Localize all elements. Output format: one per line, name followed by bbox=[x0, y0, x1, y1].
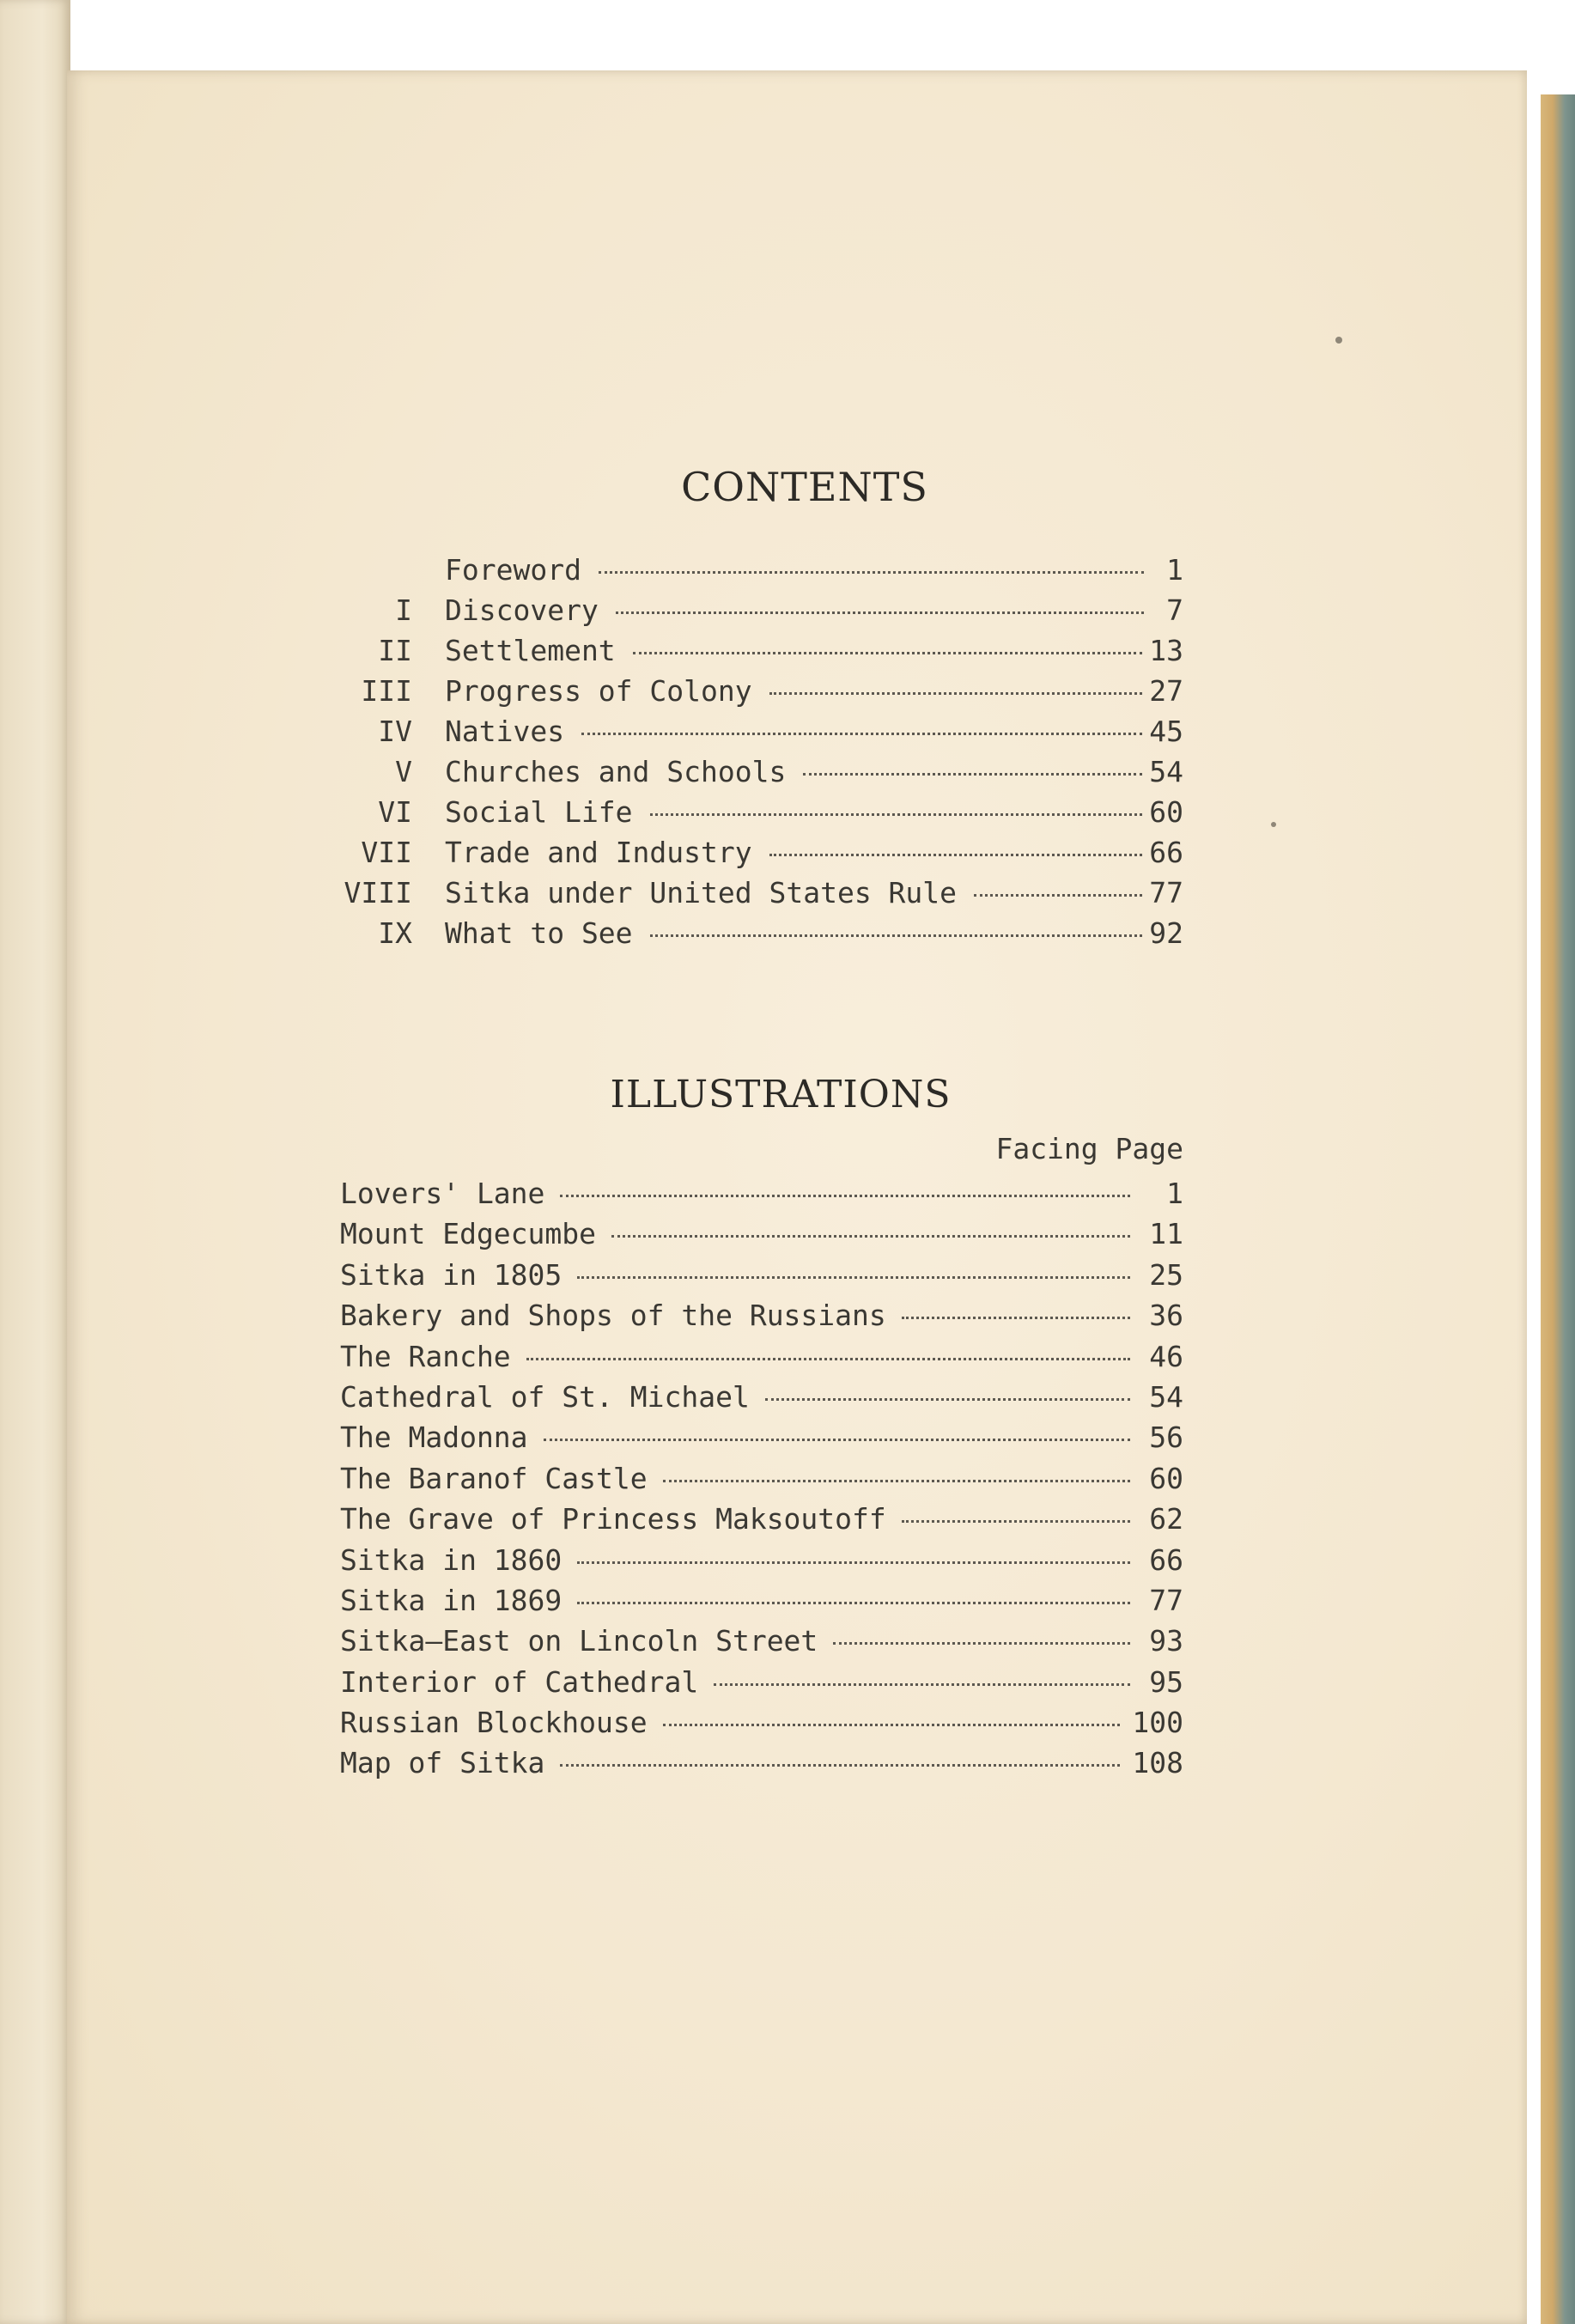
illustration-title: Sitka in 1805 bbox=[340, 1257, 562, 1292]
chapter-numeral: V bbox=[395, 755, 412, 788]
chapter-numeral: VIII bbox=[344, 876, 412, 910]
page-number: 54 bbox=[1149, 1379, 1183, 1414]
contents-entry-discovery bbox=[326, 593, 1183, 634]
page-number: 108 bbox=[1132, 1746, 1183, 1780]
page-number: 46 bbox=[1149, 1339, 1183, 1373]
chapter-numeral: II bbox=[378, 634, 412, 667]
illustration-title: Sitka in 1860 bbox=[340, 1542, 562, 1577]
illustration-entry bbox=[340, 1177, 1183, 1217]
dot-leader bbox=[577, 1561, 1130, 1564]
dot-leader bbox=[902, 1520, 1130, 1523]
page-number: 66 bbox=[1149, 1542, 1183, 1577]
facing-page-label: Facing Page bbox=[995, 1132, 1183, 1165]
page-number: 95 bbox=[1149, 1664, 1183, 1699]
illustration-entry bbox=[340, 1421, 1183, 1461]
chapter-title: Foreword bbox=[445, 553, 581, 587]
chapter-numeral: IX bbox=[378, 916, 412, 950]
page-number: 36 bbox=[1149, 1299, 1183, 1333]
page-number: 25 bbox=[1149, 1257, 1183, 1292]
page-number: 11 bbox=[1149, 1217, 1183, 1251]
page-number: 93 bbox=[1149, 1624, 1183, 1658]
page-number: 62 bbox=[1149, 1502, 1183, 1536]
page-number: 7 bbox=[1166, 593, 1183, 627]
contents-entry-progress-of-colony bbox=[326, 674, 1183, 715]
dot-leader bbox=[560, 1195, 1130, 1197]
page-number: 1 bbox=[1166, 553, 1183, 587]
illustration-entry bbox=[340, 1340, 1183, 1380]
illustration-entry bbox=[340, 1462, 1183, 1502]
dot-leader bbox=[577, 1276, 1130, 1279]
chapter-title: Trade and Industry bbox=[445, 836, 752, 869]
contents-entry-sitka-under-us-rule bbox=[326, 876, 1183, 916]
illustration-entry bbox=[340, 1258, 1183, 1299]
dot-leader bbox=[663, 1724, 1121, 1726]
dot-leader bbox=[611, 1235, 1130, 1238]
chapter-title: Churches and Schools bbox=[445, 755, 787, 788]
illustration-title: Sitka—East on Lincoln Street bbox=[340, 1624, 818, 1658]
page-number: 27 bbox=[1149, 674, 1183, 708]
illustration-entry bbox=[340, 1746, 1183, 1786]
illustration-entry bbox=[340, 1217, 1183, 1257]
page-number: 60 bbox=[1149, 1461, 1183, 1495]
contents-entry-what-to-see bbox=[326, 916, 1183, 957]
dot-leader bbox=[544, 1439, 1130, 1441]
illustrations-heading: ILLUSTRATIONS bbox=[610, 1073, 952, 1116]
dot-leader bbox=[974, 894, 1142, 897]
chapter-title: Natives bbox=[445, 715, 565, 748]
chapter-numeral: III bbox=[361, 674, 412, 708]
dot-leader bbox=[769, 692, 1143, 695]
paper-speck bbox=[1271, 822, 1276, 827]
page-number: 60 bbox=[1149, 795, 1183, 829]
dot-leader bbox=[714, 1683, 1130, 1686]
illustration-entry bbox=[340, 1380, 1183, 1421]
book-cover-edge bbox=[1541, 94, 1575, 2324]
chapter-numeral: IV bbox=[378, 715, 412, 748]
page-number: 77 bbox=[1149, 1583, 1183, 1617]
illustration-title: Cathedral of St. Michael bbox=[340, 1379, 750, 1414]
illustration-title: Map of Sitka bbox=[340, 1746, 545, 1780]
illustration-title: Mount Edgecumbe bbox=[340, 1217, 597, 1251]
dot-leader bbox=[599, 571, 1144, 574]
chapter-numeral: I bbox=[395, 593, 412, 627]
dot-leader bbox=[650, 934, 1143, 937]
contents-entry-natives bbox=[326, 715, 1183, 755]
page-number: 100 bbox=[1132, 1706, 1183, 1740]
illustration-title: Bakery and Shops of the Russians bbox=[340, 1299, 886, 1333]
illustration-entry bbox=[340, 1543, 1183, 1584]
dot-leader bbox=[833, 1642, 1130, 1645]
page-number: 13 bbox=[1149, 634, 1183, 667]
paper-speck bbox=[1335, 337, 1342, 344]
dot-leader bbox=[633, 652, 1143, 654]
left-facing-page bbox=[0, 0, 70, 2324]
contents-entry-settlement bbox=[326, 634, 1183, 674]
contents-entry-social-life bbox=[326, 795, 1183, 836]
dot-leader bbox=[560, 1764, 1120, 1767]
illustration-entry bbox=[340, 1502, 1183, 1542]
illustration-title: Russian Blockhouse bbox=[340, 1706, 648, 1740]
page-number: 45 bbox=[1149, 715, 1183, 748]
illustration-title: The Ranche bbox=[340, 1339, 511, 1373]
illustration-entry bbox=[340, 1624, 1183, 1664]
chapter-title: Social Life bbox=[445, 795, 633, 829]
dot-leader bbox=[902, 1317, 1130, 1319]
dot-leader bbox=[650, 813, 1143, 816]
illustration-title: The Grave of Princess Maksoutoff bbox=[340, 1502, 886, 1536]
illustration-title: Lovers' Lane bbox=[340, 1177, 545, 1210]
dot-leader bbox=[616, 611, 1144, 614]
contents-entry-churches-and-schools bbox=[326, 755, 1183, 795]
chapter-numeral: VII bbox=[361, 836, 412, 869]
page-number: 54 bbox=[1149, 755, 1183, 788]
illustration-title: Interior of Cathedral bbox=[340, 1664, 699, 1699]
dot-leader bbox=[769, 854, 1143, 856]
dot-leader bbox=[803, 773, 1142, 776]
dot-leader bbox=[577, 1602, 1130, 1604]
illustration-entry bbox=[340, 1665, 1183, 1706]
illustration-title: Sitka in 1869 bbox=[340, 1583, 562, 1617]
illustration-entry bbox=[340, 1299, 1183, 1339]
illustrations-list bbox=[340, 1177, 1183, 1787]
chapter-title: What to See bbox=[445, 916, 633, 950]
chapter-title: Discovery bbox=[445, 593, 599, 627]
chapter-title: Sitka under United States Rule bbox=[445, 876, 958, 910]
dot-leader bbox=[581, 733, 1142, 735]
dot-leader bbox=[765, 1398, 1130, 1401]
illustration-title: The Baranof Castle bbox=[340, 1461, 648, 1495]
chapter-numeral: VI bbox=[378, 795, 412, 829]
page-number: 56 bbox=[1149, 1421, 1183, 1455]
illustration-title: The Madonna bbox=[340, 1421, 528, 1455]
page-number: 77 bbox=[1149, 876, 1183, 910]
page-number: 66 bbox=[1149, 836, 1183, 869]
page-number: 1 bbox=[1166, 1177, 1183, 1210]
dot-leader bbox=[526, 1358, 1130, 1360]
dot-leader bbox=[663, 1480, 1130, 1482]
contents-list bbox=[326, 553, 1183, 957]
contents-heading: CONTENTS bbox=[681, 464, 928, 510]
chapter-title: Settlement bbox=[445, 634, 616, 667]
chapter-title: Progress of Colony bbox=[445, 674, 752, 708]
contents-entry-foreword bbox=[326, 553, 1183, 593]
page-number: 92 bbox=[1149, 916, 1183, 950]
contents-entry-trade-and-industry bbox=[326, 836, 1183, 876]
illustration-entry bbox=[340, 1584, 1183, 1624]
illustration-entry bbox=[340, 1706, 1183, 1746]
